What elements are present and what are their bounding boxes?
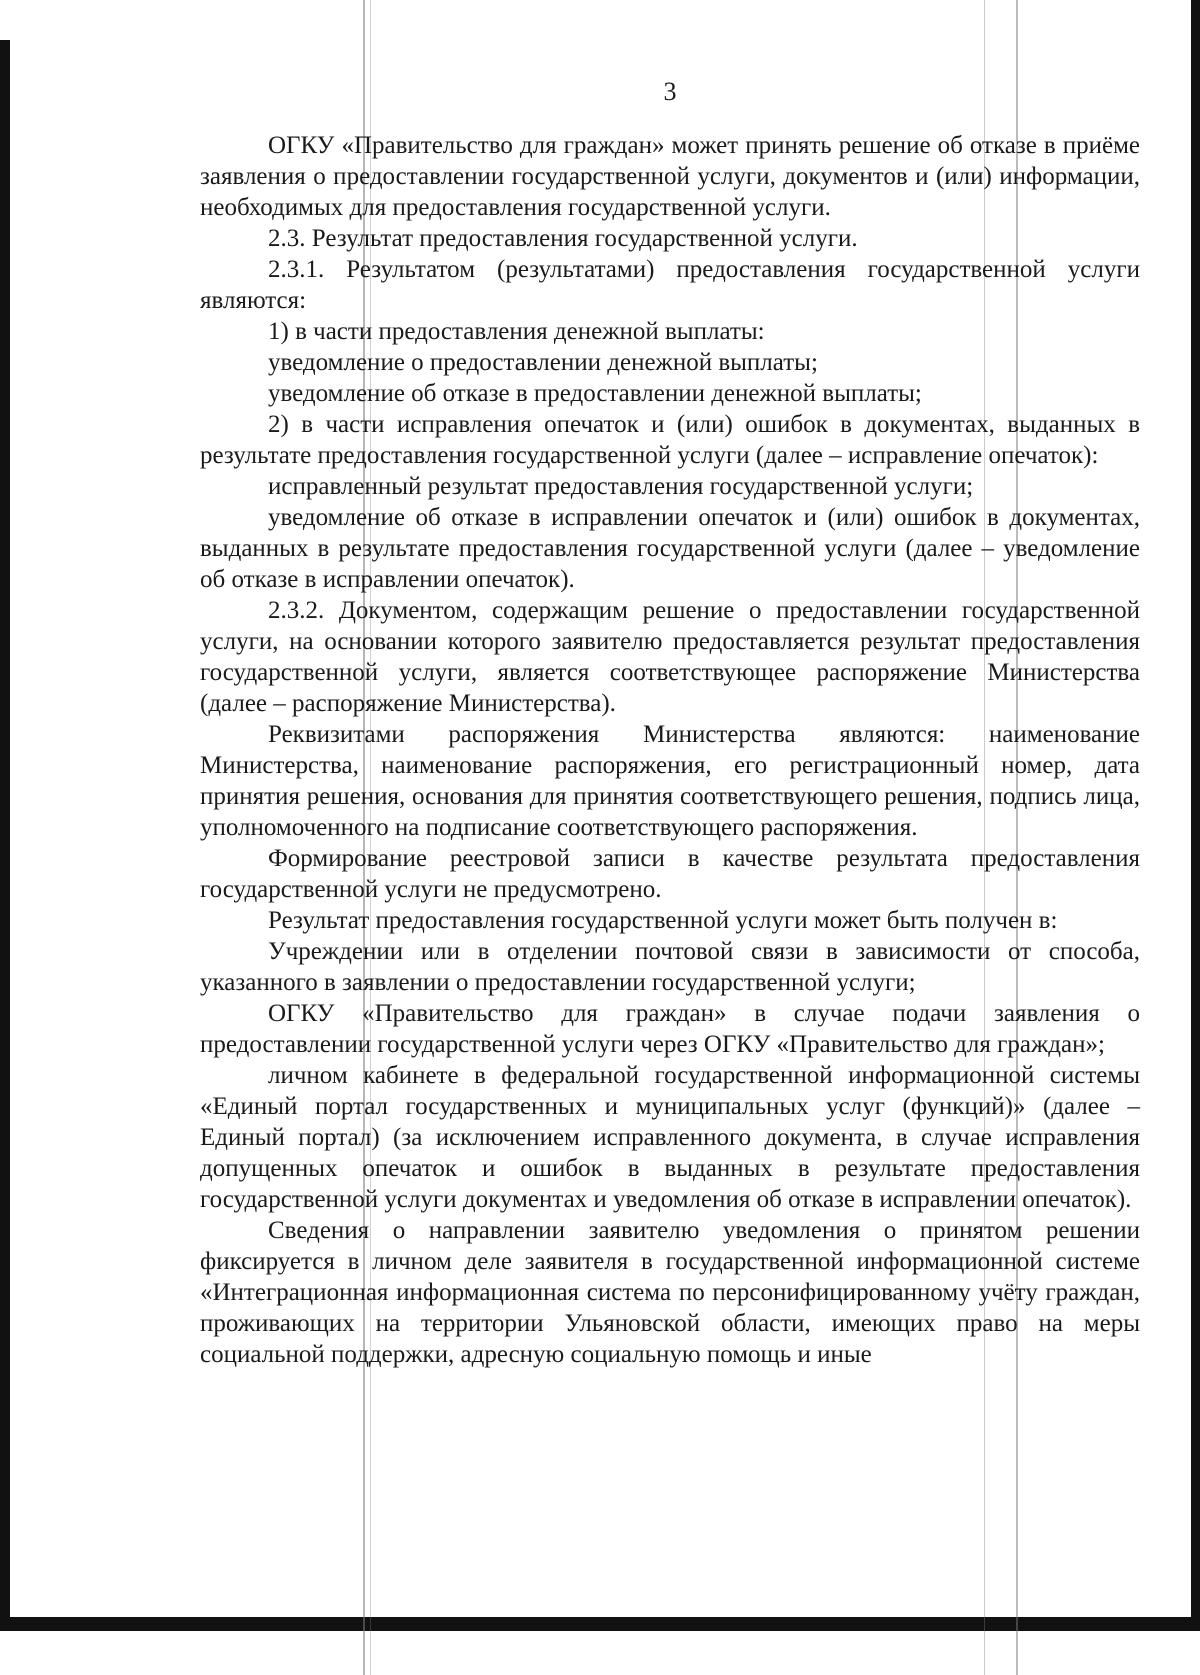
paragraph: ОГКУ «Правительство для граждан» в случае подачи заявления о предоставлении государственной услуги через ОГКУ «Правительство для граждан»; bbox=[200, 1000, 1140, 1058]
paragraph: ОГКУ «Правительство для граждан» может принять решение об отказе в приёме заявления о предоставлении государственной услуги, документов и (или) информации, необходимых для предоставления государственной услуги. bbox=[200, 132, 1140, 221]
paragraph: Результат предоставления государственной услуги может быть получен в: bbox=[268, 907, 1058, 934]
page-number: 3 bbox=[663, 77, 677, 106]
paragraph: Сведения о направлении заявителю уведомления о принятом решении фиксируется в личном деле заявителя в государственной информационной системе «Интеграционная информационная система по персонифицированному учёту граждан, проживающих на территории Ульяновской области, имеющих право на меры социальной поддержки, адресную социальную помощь и иные bbox=[200, 1217, 1140, 1368]
paragraph: 1) в части предоставления денежной выплаты: bbox=[268, 318, 765, 345]
paragraph: уведомление об отказе в исправлении опечаток и (или) ошибок в документах, выданных в результате предоставления государственной услуги (далее – уведомление об отказе в исправлении опечаток). bbox=[200, 504, 1140, 593]
paragraph: 2) в части исправления опечаток и (или) ошибок в документах, выданных в результате предоставления государственной услуги (далее – исправление опечаток): bbox=[200, 411, 1140, 469]
document-body bbox=[200, 130, 1140, 1370]
paragraph: 2.3.2. Документом, содержащим решение о предоставлении государственной услуги, на основании которого заявителю предоставляется результат предоставления государственной услуги, является соответствующее распоряжение Министерства (далее – распоряжение Министерства). bbox=[200, 597, 1140, 717]
paragraph: 2.3.1. Результатом (результатами) предоставления государственной услуги являются: bbox=[200, 256, 1140, 314]
paragraph: исправленный результат предоставления государственной услуги; bbox=[268, 473, 974, 500]
paragraph: уведомление об отказе в предоставлении денежной выплаты; bbox=[268, 380, 922, 407]
paragraph: уведомление о предоставлении денежной выплаты; bbox=[268, 349, 818, 376]
document-page bbox=[200, 70, 1140, 1370]
paragraph: личном кабинете в федеральной государственной информационной системы «Единый портал государственных и муниципальных услуг (функций)» (далее – Единый портал) (за исключением исправленного документа, в случае исправления допущенных опечаток и ошибок в выданных в результате предоставления государственной услуги документах и уведомления об отказе в исправлении опечаток). bbox=[200, 1062, 1140, 1213]
paragraph: Реквизитами распоряжения Министерства являются: наименование Министерства, наименование распоряжения, его регистрационный номер, дата принятия решения, основания для принятия соответствующего решения, подпись лица, уполномоченного на подписание соответствующего распоряжения. bbox=[200, 721, 1140, 841]
paragraph: Учреждении или в отделении почтовой связи в зависимости от способа, указанного в заявлении о предоставлении государственной услуги; bbox=[200, 938, 1140, 996]
scan-edge-bottom bbox=[0, 1617, 1200, 1631]
scan-edge-left bbox=[0, 40, 10, 1620]
scan-edge-right bbox=[1191, 0, 1200, 1620]
paragraph: Формирование реестровой записи в качестве результата предоставления государственной услуги не предусмотрено. bbox=[200, 845, 1140, 903]
paragraph: 2.3. Результат предоставления государственной услуги. bbox=[268, 225, 858, 252]
